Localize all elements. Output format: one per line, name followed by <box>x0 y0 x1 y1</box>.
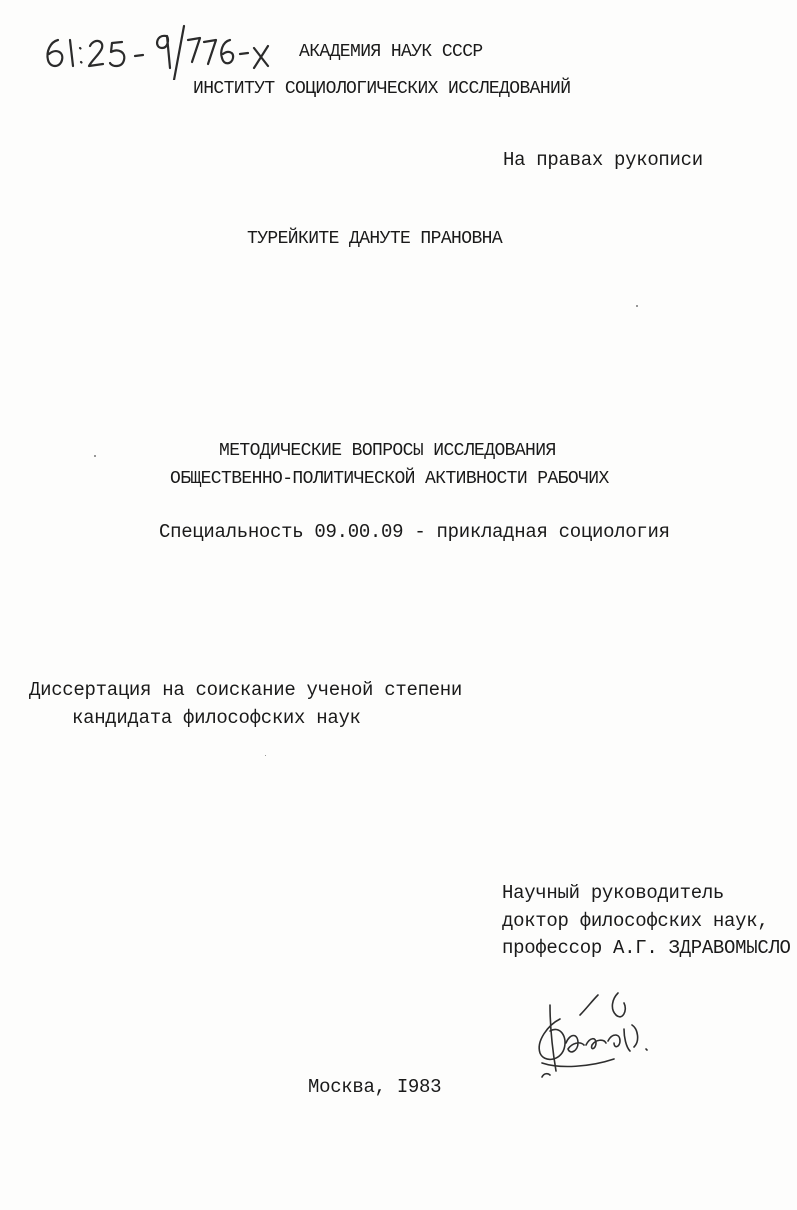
paper-speck <box>265 755 266 756</box>
place-and-year: Москва, I983 <box>308 1076 442 1098</box>
rights-note: На правах рукописи <box>503 149 703 171</box>
degree-line-2: кандидата философских наук <box>72 707 361 729</box>
paper-speck <box>94 455 96 457</box>
handwritten-archive-code <box>40 18 290 80</box>
institute-heading: ИНСТИТУТ СОЦИОЛОГИЧЕСКИХ ИССЛЕДОВАНИЙ <box>193 79 571 99</box>
supervisor-name: профессор А.Г. ЗДРАВОМЫСЛО <box>502 937 791 959</box>
academy-heading: АКАДЕМИЯ НАУК СССР <box>299 42 483 62</box>
supervisor-degree: доктор философских наук, <box>502 910 769 932</box>
paper-speck <box>636 305 638 307</box>
supervisor-role: Научный руководитель <box>502 882 725 904</box>
degree-line-1: Диссертация на соискание ученой степени <box>29 679 462 701</box>
specialty-line: Специальность 09.00.09 - прикладная социология <box>159 521 670 543</box>
author-name: ТУРЕЙКИТЕ ДАНУТЕ ПРАНОВНА <box>247 229 503 249</box>
dissertation-title-line-2: ОБЩЕСТВЕННО-ПОЛИТИЧЕСКОЙ АКТИВНОСТИ РАБОЧИХ <box>170 469 609 489</box>
handwritten-signature <box>520 985 670 1085</box>
dissertation-title-line-1: МЕТОДИЧЕСКИЕ ВОПРОСЫ ИССЛЕДОВАНИЯ <box>219 441 556 461</box>
